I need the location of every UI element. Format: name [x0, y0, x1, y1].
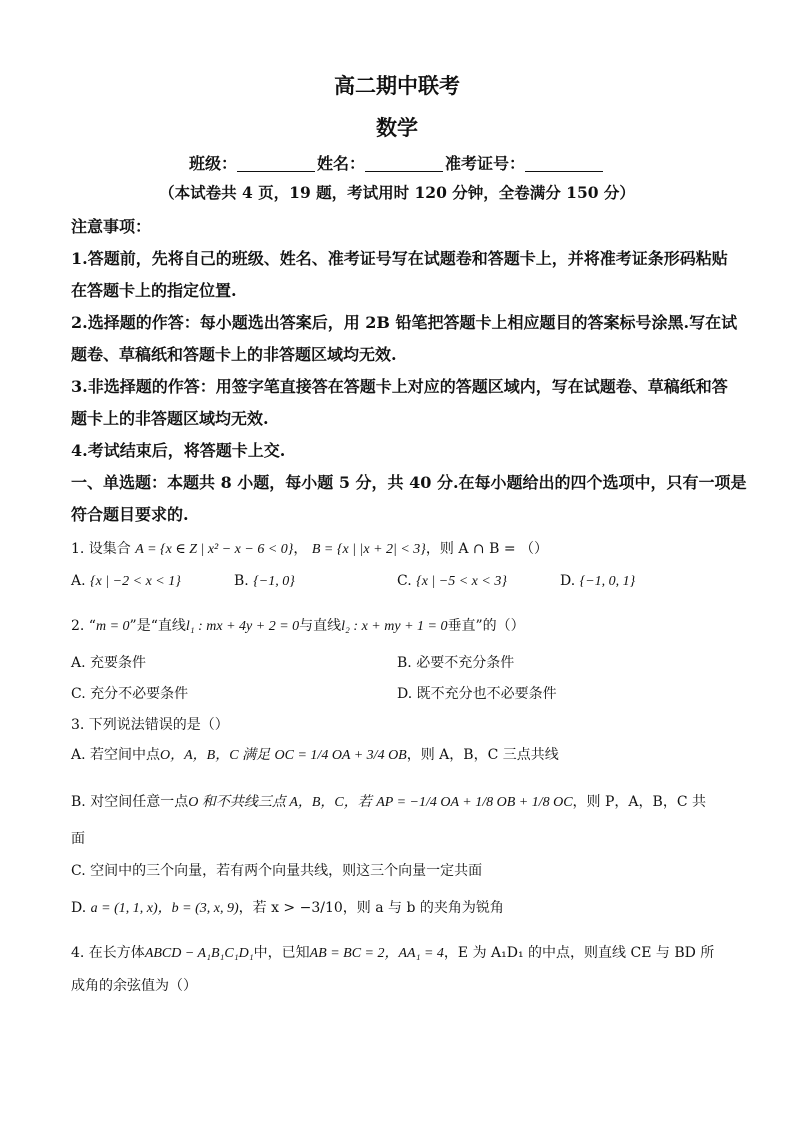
q1-option-a-math: {x | −2 < x < 1}	[90, 574, 181, 589]
q4-mid: 中，已知	[253, 945, 310, 961]
q2-line-l1: l₁ : mx + 4y + 2 = 0	[185, 619, 300, 634]
q4-e: ，E 为 A₁D₁ 的中点，则直线 CE 与 BD 所	[443, 945, 715, 961]
q1-option-d-math: {−1, 0, 1}	[579, 574, 636, 589]
q1-option-c[interactable]	[397, 573, 507, 590]
notice-item1-line1: 1.答题前，先将自己的班级、姓名、准考证号写在试题卷和答题卡上，并将准考证条形码粘贴	[71, 249, 728, 268]
q2-option-c[interactable]: C. 充分不必要条件	[71, 686, 189, 702]
notice-item2-line2: 题卷、草稿纸和答题卡上的非答题区域均无效.	[71, 345, 397, 364]
q1-option-a-label: A.	[71, 573, 86, 589]
notice-item3-line2: 题卡上的非答题区域均无效.	[71, 409, 269, 428]
q2-option-d[interactable]: D. 既不充分也不必要条件	[397, 686, 557, 702]
q2-stem-c: 与直线	[299, 618, 342, 634]
q3-d-cond: ，若 x > −3/10	[238, 900, 343, 916]
question-3-stem: 3. 下列说法错误的是（）	[71, 717, 229, 733]
q3-d-vectors: a = (1, 1, x)，b = (3, x, 9)	[90, 901, 239, 916]
q3-option-c[interactable]: C. 空间中的三个向量，若有两个向量共线，则这三个向量一定共面	[71, 863, 483, 879]
q2-line-l2: l₂ : x + my + 1 = 0	[341, 619, 448, 634]
q3-b-pre: B. 对空间任意一点	[71, 794, 189, 810]
q2-option-a[interactable]: A. 充要条件	[71, 655, 147, 671]
q1-option-d[interactable]	[560, 573, 635, 590]
question-2-stem	[71, 615, 525, 635]
student-info-row	[0, 151, 794, 174]
notice-item1-line2: 在答题卡上的指定位置.	[71, 281, 237, 300]
class-label: 班级：	[188, 154, 237, 173]
q3-option-b[interactable]	[71, 791, 706, 811]
q1-option-d-label: D.	[560, 573, 576, 589]
q4-pre: 4. 在长方体	[71, 945, 145, 961]
notice-item2-line1: 2.选择题的作答：每小题选出答案后，用 2B 铅笔把答题卡上相应题目的答案标号涂黑.写在试	[71, 313, 738, 332]
q1-option-c-math: {x | −5 < x < 3}	[416, 574, 507, 589]
id-blank[interactable]	[525, 156, 603, 172]
section1-line2: 符合题目要求的.	[71, 505, 189, 524]
q3-a-mid: O，A，B，C 满足	[160, 748, 271, 763]
q2-cond: m = 0	[95, 619, 130, 634]
exam-meta: （本试卷共 4 页，19 题，考试用时 120 分钟，全卷满分 150 分）	[159, 183, 635, 202]
q2-stem-d: 垂直”的（）	[447, 618, 525, 634]
q1-tail: ，则 A ∩ B = （）	[425, 541, 549, 557]
id-label: 准考证号：	[445, 154, 526, 173]
notice-item3-line1: 3.非选择题的作答：用签字笔直接答在答题卡上对应的答题区域内，写在试题卷、草稿纸和答	[71, 377, 728, 396]
q1-option-b-label: B.	[234, 573, 249, 589]
section1-line1: 一、单选题：本题共 8 小题，每小题 5 分，共 40 分.在每小题给出的四个选项中，只有一项是	[71, 473, 747, 492]
question-4-line1	[71, 942, 714, 962]
question-4-line2: 成角的余弦值为（）	[71, 978, 197, 994]
q3-option-a[interactable]	[71, 744, 559, 764]
q3-option-d[interactable]	[71, 897, 504, 917]
notice-item4: 4.考试结束后，将答题卡上交.	[71, 441, 286, 460]
q3-b-mid: O 和不共线三点 A，B，C，若	[188, 795, 372, 810]
q3-a-tail: ，则 A，B，C 三点共线	[406, 747, 559, 763]
q2-option-b[interactable]: B. 必要不充分条件	[397, 655, 515, 671]
subject-title: 数学	[376, 115, 418, 140]
q1-option-a[interactable]	[71, 573, 181, 590]
q3-b-equation: AP = −1/4 OA + 1/8 OB + 1/8 OC	[376, 795, 573, 810]
q4-cond: AB = BC = 2，AA₁ = 4	[309, 946, 444, 961]
q1-option-b[interactable]	[234, 573, 295, 590]
q3-d-pre: D.	[71, 900, 87, 916]
q1-prefix: 1. 设集合	[71, 541, 131, 557]
q3-a-pre: A. 若空间中点	[71, 747, 161, 763]
q1-option-b-math: {−1, 0}	[253, 574, 295, 589]
q1-set-b: B = {x | |x + 2| < 3}	[311, 542, 426, 557]
exam-title: 高二期中联考	[334, 73, 460, 98]
class-blank[interactable]	[237, 156, 315, 172]
q2-stem-a: 2. “	[71, 618, 96, 634]
q1-option-c-label: C.	[397, 573, 412, 589]
question-1-stem: 1. 设集合 A = {x ∈ Z | x² − x − 6 < 0}， B = {x | |x + 2| < 3}，则 A ∩ B = （）	[71, 541, 549, 557]
name-label: 姓名：	[316, 154, 365, 173]
q1-set-a: A = {x ∈ Z | x² − x − 6 < 0}	[135, 542, 294, 557]
q3-b-tail: ，则 P，A，B，C 共	[572, 794, 706, 810]
q3-option-b-line2: 面	[71, 831, 85, 847]
q4-box: ABCD − A₁B₁C₁D₁	[144, 946, 254, 961]
q3-a-equation: OC = 1/4 OA + 3/4 OB	[274, 748, 407, 763]
q2-stem-b: ”是“直线	[129, 618, 186, 634]
name-blank[interactable]	[365, 156, 443, 172]
q3-d-tail: ，则 a 与 b 的夹角为锐角	[342, 900, 504, 916]
notice-heading: 注意事项：	[71, 217, 152, 236]
